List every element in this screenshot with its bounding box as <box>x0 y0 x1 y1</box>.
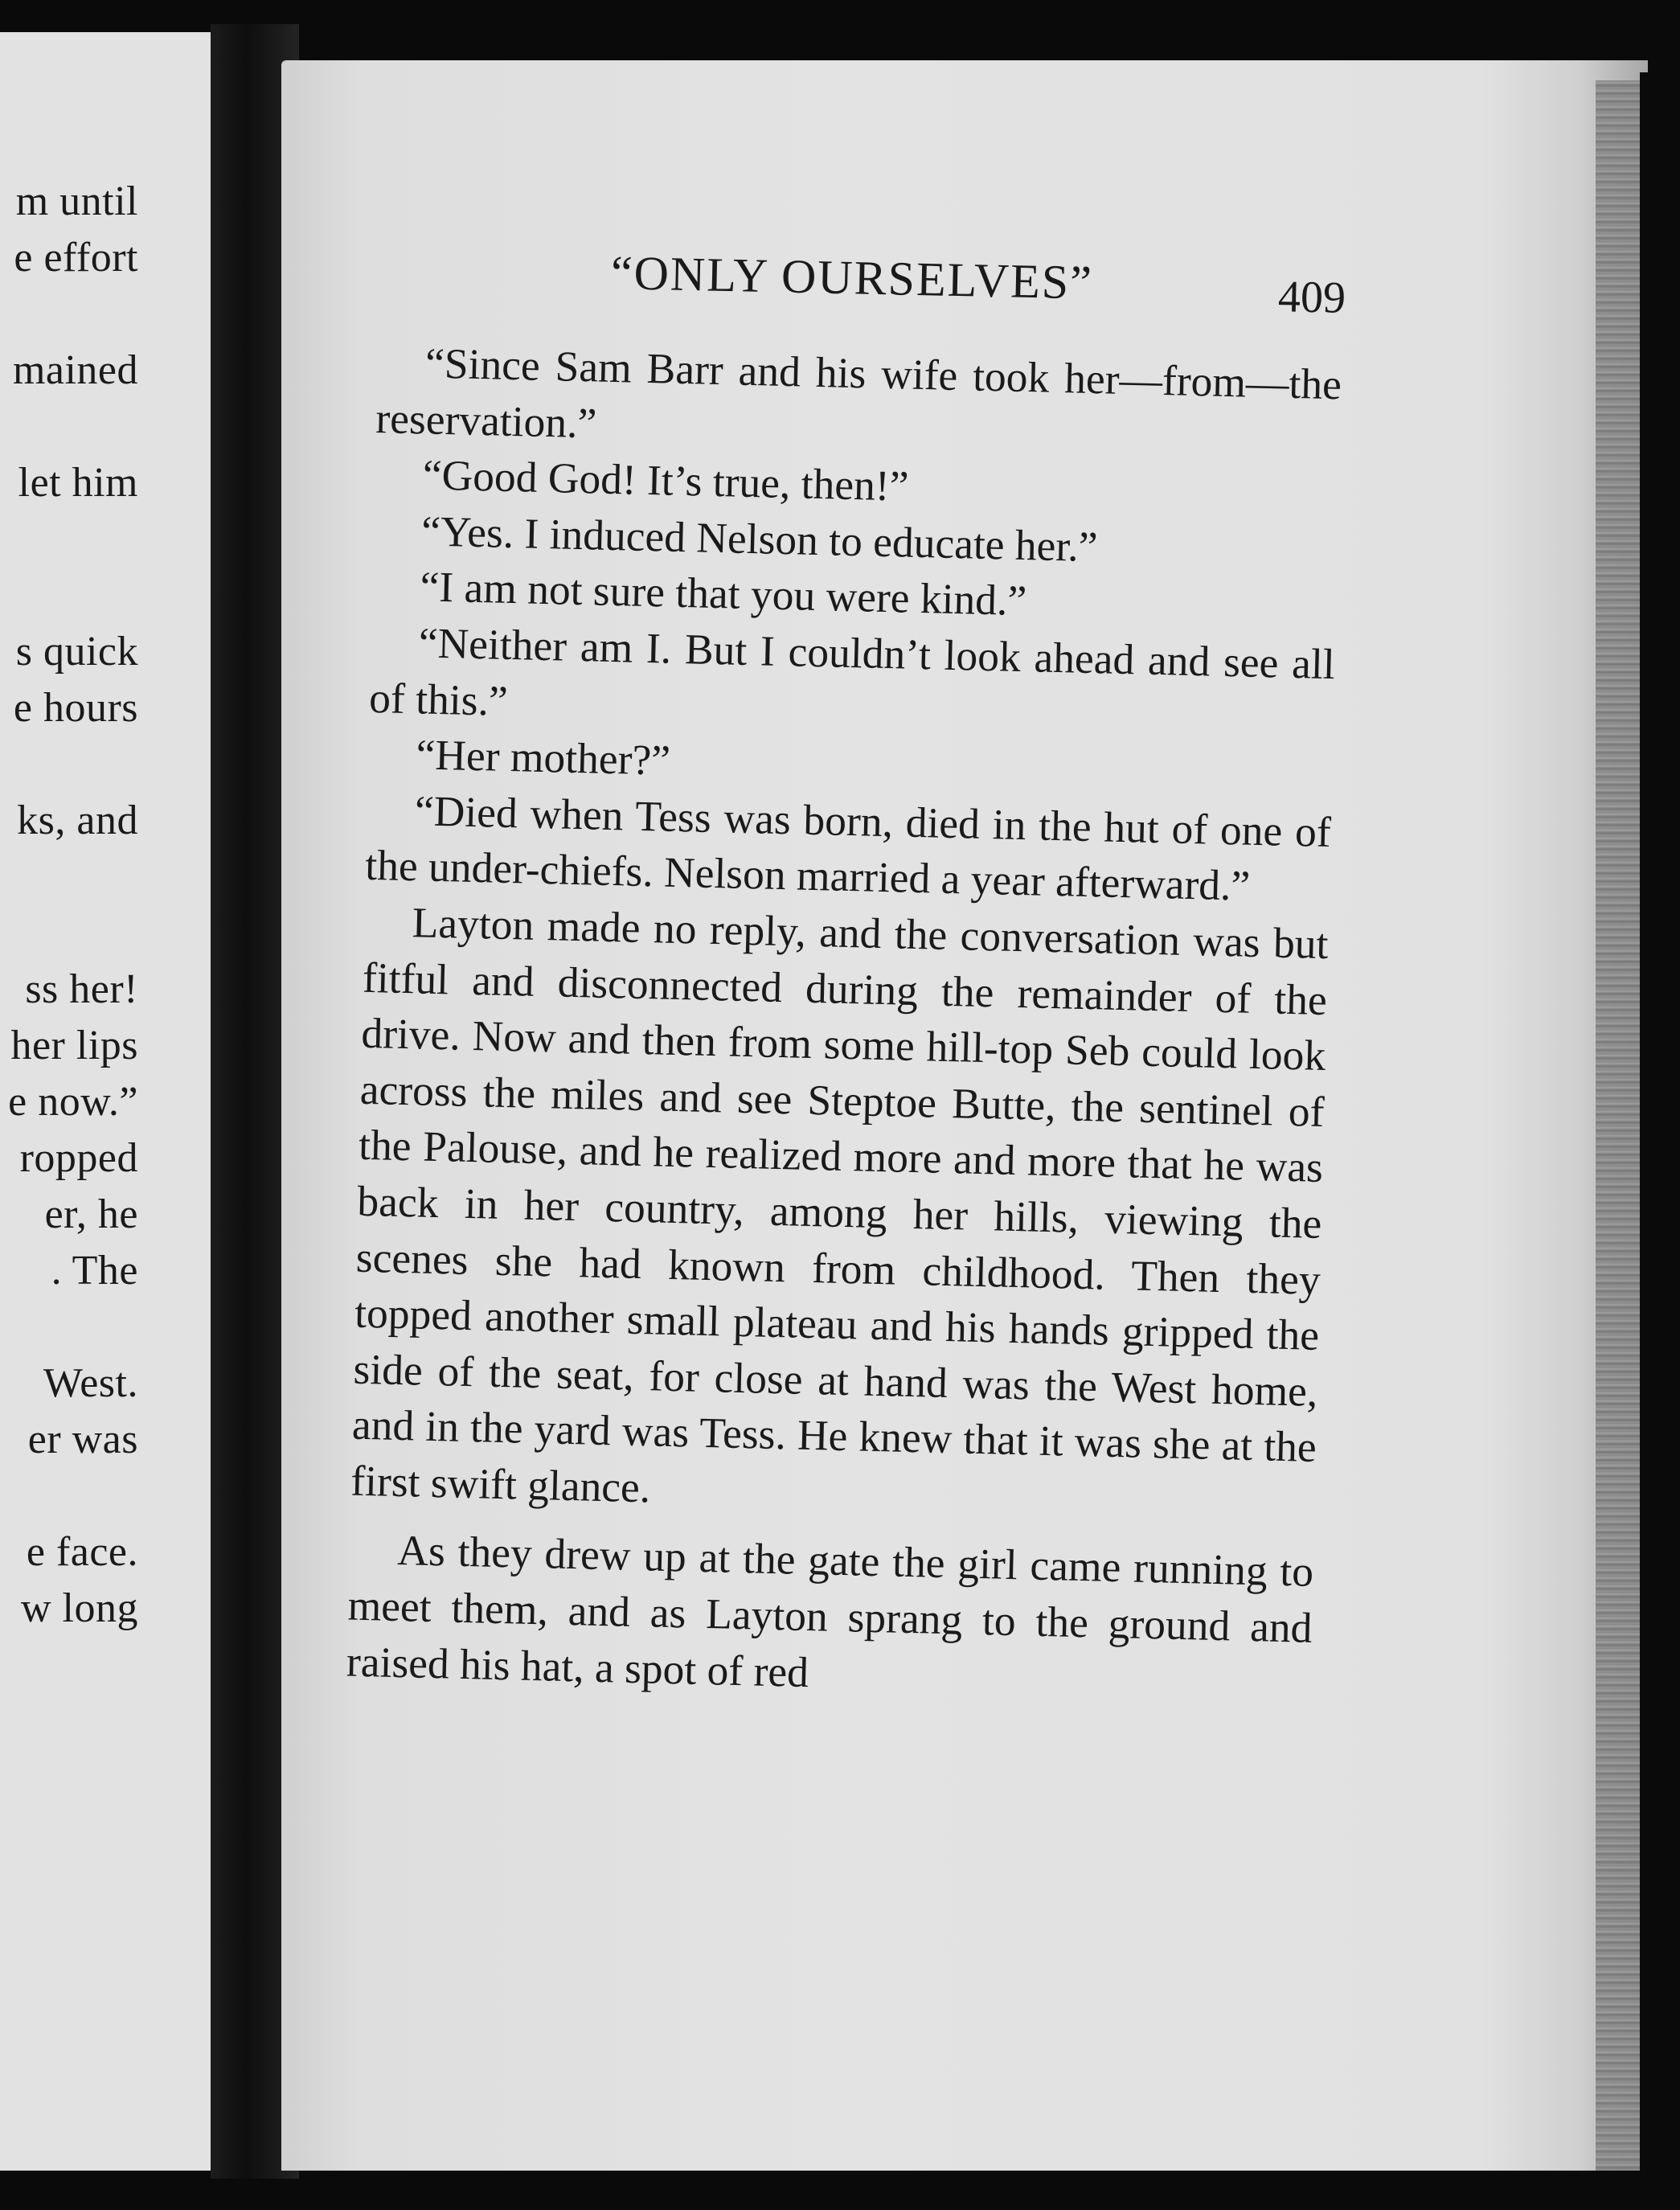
left-page-line: e now.” <box>8 1079 138 1125</box>
body-text <box>346 334 1342 1712</box>
left-page-line: m until <box>15 178 138 224</box>
left-page-line: . The <box>51 1248 138 1294</box>
paragraph: “Died when Tess was born, died in the hut of one of the under-chiefs. Nelson married a year afterward.” <box>364 786 1332 911</box>
page-edge-stack <box>1596 80 1644 2171</box>
running-head: “ONLY OURSELVES” <box>610 246 1094 310</box>
paragraph: “Since Sam Barr and his wife took her—from—the reservation.” <box>375 338 1342 448</box>
paragraph: “Yes. I induced Nelson to educate her.” <box>420 506 1099 571</box>
paragraph: “Neither am I. But I couldn’t look ahead and see all of this.” <box>368 618 1336 725</box>
left-page-line: her lips <box>10 1023 138 1068</box>
left-page-line: er was <box>27 1417 138 1462</box>
left-page-line: mained <box>12 347 138 393</box>
left-page-line: e face. <box>26 1529 138 1575</box>
left-page-line: e effort <box>14 235 138 281</box>
paragraph: “Her mother?” <box>415 730 671 785</box>
page-edge-shadow <box>1640 72 1680 2210</box>
paragraph: “Good God! It’s true, then!” <box>422 450 910 510</box>
left-page-line: er, he <box>44 1191 138 1237</box>
left-page-line: ks, and <box>17 797 138 843</box>
left-page-line: e hours <box>13 685 138 731</box>
left-page-line: West. <box>43 1360 138 1406</box>
left-page-line: ropped <box>19 1135 138 1181</box>
left-page-line: s quick <box>15 629 138 674</box>
paragraph: Layton made no reply, and the conversation was but fitful and disconnected during the remainder of the drive. Now and then from some hill-top Seb could look across the miles and see Steptoe Butte, the sentinel of the Palouse, and he realized more and more that he was back in her country, among her hills, viewing the scenes she had known from childhood. Then they topped another small plateau and his hands gripped the side of the seat, for close at hand was the West home, and in the yard was Tess. He knew that it was she at the first swift glance. <box>350 898 1330 1512</box>
paragraph: As they drew up at the gate the girl came running to meet them, and as Layton sprang to the ground and raised his hat, a spot of red <box>346 1526 1314 1696</box>
left-page-line: ss her! <box>25 966 138 1012</box>
left-page-line: w long <box>21 1585 138 1631</box>
left-page-line: let him <box>18 460 138 506</box>
page-number: 409 <box>1277 272 1346 323</box>
paragraph: “I am not sure that you were kind.” <box>419 562 1027 625</box>
